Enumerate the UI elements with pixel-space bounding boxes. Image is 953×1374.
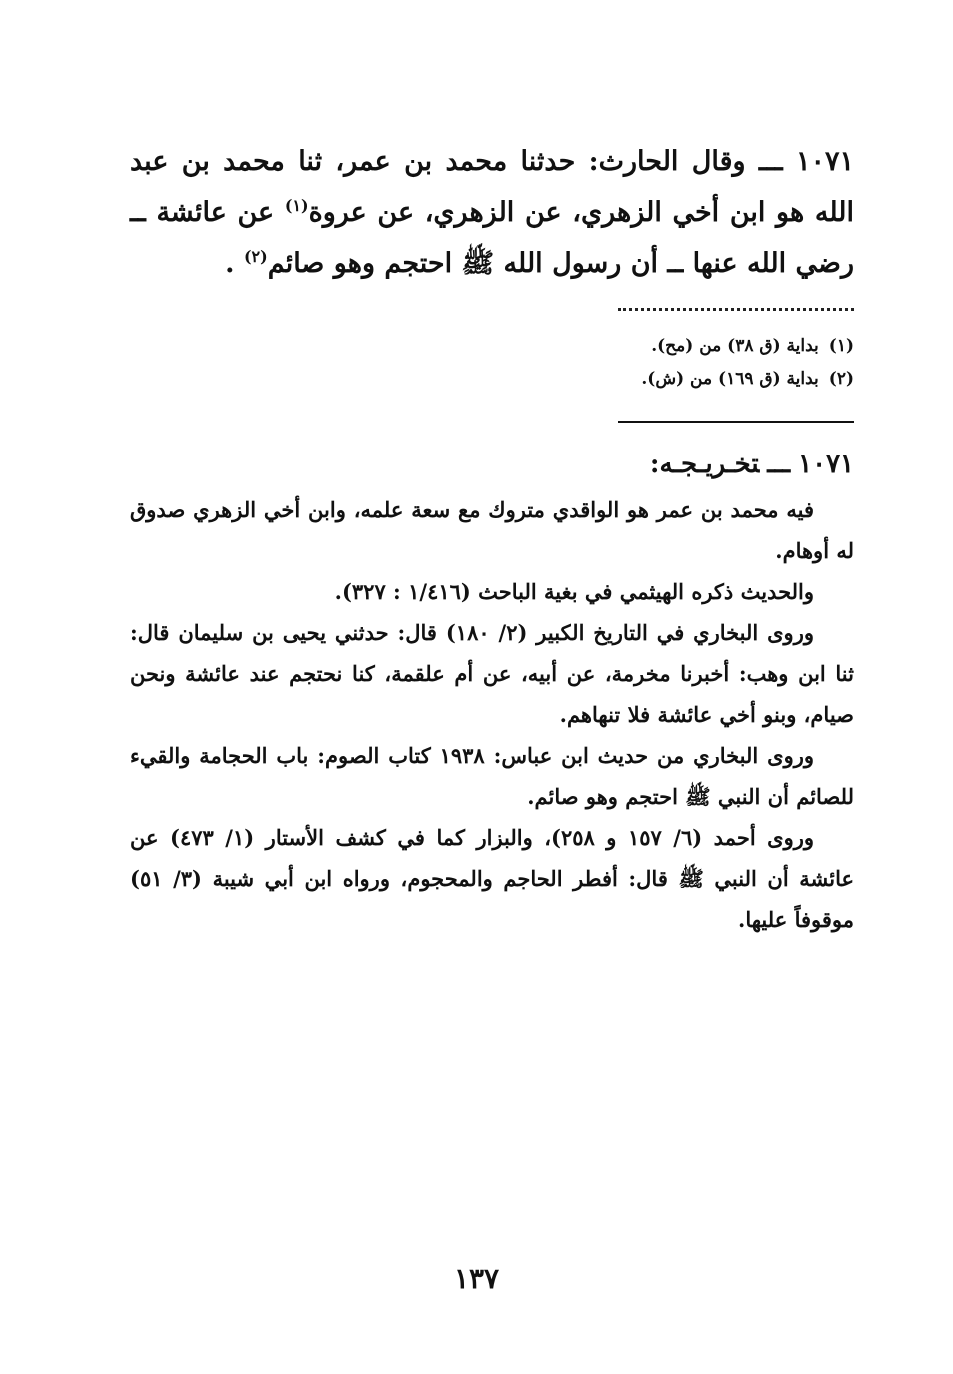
takhrij-paragraph: وروى البخاري من حديث ابن عباس: ١٩٣٨ كتاب الصوم: باب الحجامة والقيء للصائم أن النبي ﷺ احتجم وهو صائم. — [130, 743, 854, 809]
footnotes — [500, 330, 854, 396]
footnote-separator — [618, 294, 854, 311]
footnote-item — [500, 330, 854, 363]
takhrij-paragraph: والحديث ذكره الهيثمي في بغية الباحث (١/٤١٦ : ٣٢٧). — [334, 579, 814, 604]
takhrij-title: تخـريـجـه: — [649, 449, 760, 479]
page-number: ١٣٧ — [453, 1262, 500, 1295]
takhrij-paragraph: فيه محمد بن عمر هو الواقدي متروك مع سعة علمه، وابن أخي الزهري صدوق له أوهام. — [130, 497, 854, 563]
hadith-end: . — [225, 248, 244, 279]
section-divider — [618, 421, 854, 423]
hadith-part-2: عن عائشة ــ رضي الله عنها ــ أن رسول الله ﷺ احتجم وهو صائم — [130, 197, 854, 279]
hadith-text — [130, 136, 854, 289]
hadith-number: ١٠٧١ — [795, 146, 854, 177]
footnote-ref-1: (١) — [284, 196, 309, 215]
takhrij-paragraph: وروى أحمد (٦/ ١٥٧ و ٢٥٨)، والبزار كما في كشف الأستار (١/ ٤٧٣) عن عائشة أن النبي ﷺ قال: أفطر الحاجم والمحجوم، ورواه ابن أبي شيبة (٣/ ٥١) موقوفاً عليها. — [130, 825, 855, 932]
takhrij-paragraph: وروى البخاري في التاريخ الكبير (٢/ ١٨٠) قال: حدثني يحيى بن سليمان قال: ثنا ابن وهب: أخبرنا مخرمة، عن أبيه، عن أم علقمة، كنا نحتجم عند عائشة ونحن صيام، وبنو أخي عائشة فلا تنهاهم. — [130, 620, 854, 727]
footnote-text: بداية (ق ١٦٩) من (ش). — [641, 369, 819, 389]
footnote-item — [500, 363, 854, 396]
takhrij-heading — [650, 444, 854, 484]
footnote-marker: (٢) — [828, 369, 854, 389]
takhrij-number: ١٠٧١ — [798, 449, 854, 479]
hadith-paragraph — [130, 136, 854, 289]
hadith-part-1: وقال الحارث: حدثنا محمد بن عمر، ثنا محمد بن عبد الله هو ابن أخي الزهري، عن الزهري، عن عروة — [130, 146, 854, 228]
footnote-ref-2: (٢) — [243, 247, 268, 266]
footnote-marker: (١) — [828, 336, 854, 356]
takhrij-dash: ـــ — [767, 449, 791, 479]
hadith-dash: ـــ — [758, 146, 783, 177]
footnote-text: بداية (ق ٣٨) من (مح). — [651, 336, 819, 356]
takhrij-body — [130, 489, 854, 940]
